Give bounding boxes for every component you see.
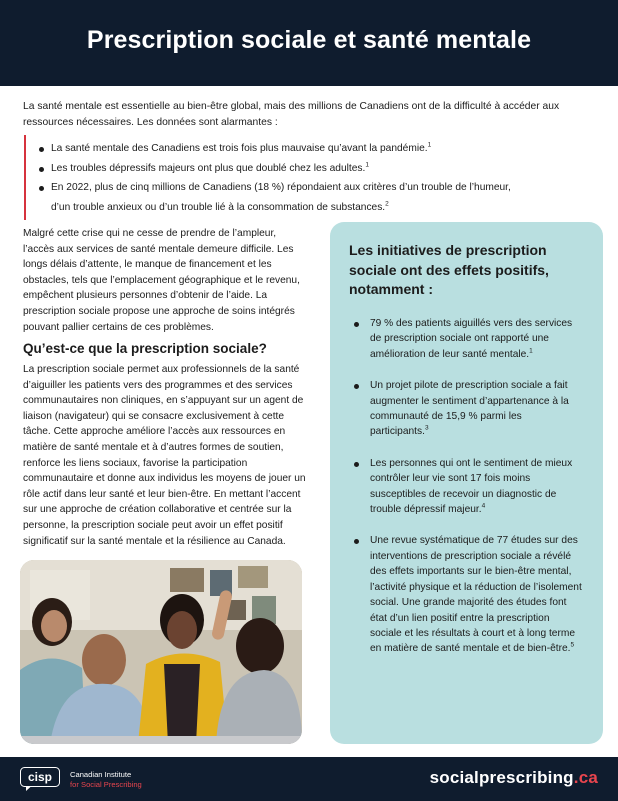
intro-paragraph: La santé mentale est essentielle au bien-être global, mais des millions de Canadiens ont de la difficulté à accéder aux ressources nécessaires. Les données sont alarmantes : — [23, 101, 560, 128]
effect-item — [354, 533, 582, 656]
effect-item — [354, 316, 582, 362]
stat-text: Les troubles dépressifs majeurs ont plus que doublé chez les adultes. — [51, 162, 366, 174]
effect-text: Une revue systématique de 77 études sur des interventions de prescription sociale a révélé des effets importants sur le bien-être mental, l’activité physique et la réduction de l’isolement social. Une grande majorité des études font état d’un lien positif entre la prescription sociale et les résultats à court et à long terme en matière de santé mentale et de bien-être. — [370, 535, 582, 655]
stat-text: En 2022, plus de cinq millions de Canadiens (18 %) répondaient aux critères d’un trouble de l’humeur, — [51, 182, 511, 193]
definition-paragraph: La prescription sociale permet aux professionnels de la santé d’aiguiller les patients vers des programmes et des services communautaires non cliniques, en s’appuyant sur un agent de liaison (navigateur) qui se consacre exclusivement à cette tâche. Cette approche améliore l’accès aux ressources en matière de santé mentale et à d’autres formes de soutien, renforce les liens sociaux, favorise la participation communautaire et donne aux individus les moyens de jouer un rôle actif dans leur santé et leur bien-être. En mettant l’accent sur une approche de création collaborative et centrée sur la personne, la prescription sociale peut avoir un effet positif significatif sur la santé mentale et la résilience au Canada. — [23, 364, 306, 547]
site-tld: .ca — [573, 768, 598, 787]
effect-item — [354, 456, 582, 518]
page-title: Prescription sociale et santé mentale — [86, 26, 532, 54]
footnote-ref: 3 — [424, 425, 429, 433]
panel-heading: Les initiatives de prescription sociale ont des effets positifs, notamment : — [349, 242, 549, 297]
stat-item — [39, 139, 599, 159]
section-heading: Qu’est-ce que la prescription sociale? — [23, 341, 267, 356]
photo-illustration — [20, 560, 302, 744]
stat-text: La santé mentale des Canadiens est trois fois plus mauvaise qu’avant la pandémie. — [51, 143, 428, 154]
footnote-ref: 4 — [481, 502, 486, 510]
effect-item — [354, 378, 582, 440]
site-name: socialprescribing — [429, 768, 574, 787]
footnote-ref: 1 — [427, 141, 432, 149]
footnote-ref: 2 — [385, 200, 389, 208]
effect-text: Un projet pilote de prescription sociale a fait augmenter le sentiment d’appartenance à la communauté de 15,9 % parmi les participants. — [370, 380, 569, 438]
stat-item — [39, 178, 599, 217]
org-name-line2: Social Prescribing — [81, 780, 142, 789]
effects-list — [354, 316, 582, 673]
stat-text: d’un trouble anxieux ou d’un trouble lié à la consommation de substances. — [51, 201, 386, 213]
stat-text-continued — [51, 198, 599, 218]
stat-item — [39, 159, 599, 179]
effect-text: 79 % des patients aiguillés vers des services de prescription sociale ont rapporté une amélioration de leur santé mentale. — [370, 318, 573, 360]
org-name-line1: Canadian Institute — [70, 770, 132, 779]
org-name-for: for — [70, 780, 79, 789]
positive-effects-panel — [330, 222, 603, 744]
cisp-logo-icon — [20, 767, 60, 792]
effect-text: Les personnes qui ont le sentiment de mieux contrôler leur vie sont 17 fois moins susceptibles de recevoir un diagnostic de trouble dépressif majeur. — [370, 457, 573, 516]
org-name — [70, 770, 142, 790]
website-link[interactable] — [430, 768, 598, 788]
footnote-ref: 5 — [570, 641, 575, 649]
logo-text: cisp — [27, 770, 53, 784]
footnote-ref: 1 — [365, 161, 369, 169]
header-banner — [0, 0, 618, 86]
footnote-ref: 1 — [529, 347, 533, 355]
alarming-stats-list — [24, 135, 599, 220]
footer-bar — [0, 757, 618, 801]
group-support-photo — [20, 560, 302, 744]
crisis-paragraph: Malgré cette crise qui ne cesse de prendre de l’ampleur, l’accès aux services de santé mentale demeure difficile. Les longs délais d’attente, le manque de financement et les obstacles, tels que l’emplacement géographique et le revenu, empêchent plusieurs personnes d’obtenir de l’aide. La prescription sociale propose une approche de soins intégrés pouvant pallier certains de ces problèmes. — [23, 228, 300, 333]
